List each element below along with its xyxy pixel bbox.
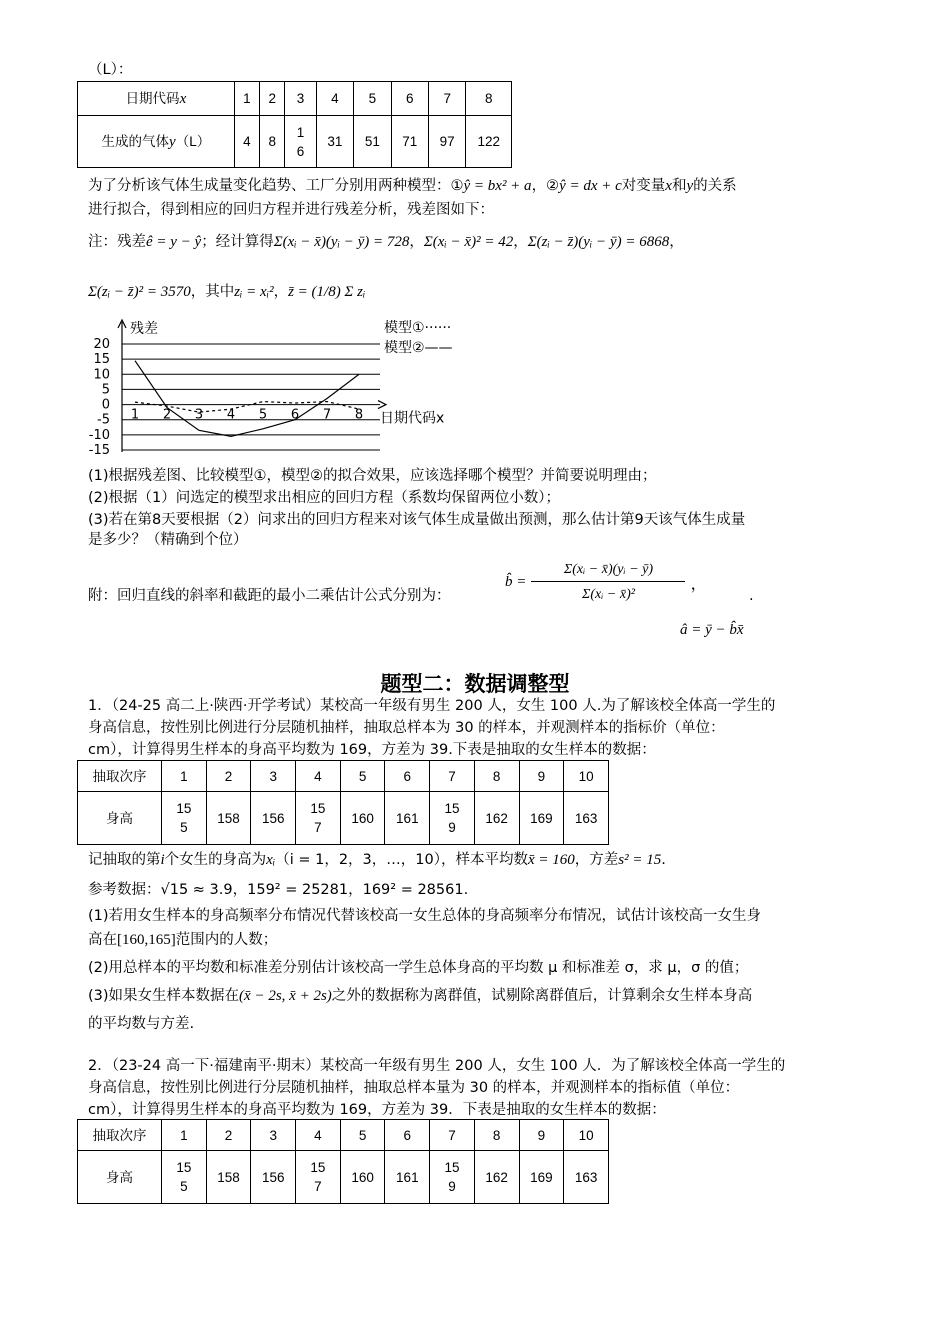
y-tick-label: 5 [101, 382, 110, 398]
table-cell: 7 [430, 761, 475, 792]
table-header-order: 抽取次序 [78, 1120, 162, 1151]
sum-zy: Σ(zᵢ − z̄)(yᵢ − ȳ) = 6868 [527, 234, 670, 250]
legend-entry: 模型①······ [384, 320, 452, 336]
table-header-gas: 生成的气体y（L） [78, 116, 235, 168]
header-fragment: （L）： [88, 62, 133, 78]
table-cell: 9 [519, 1120, 564, 1151]
table-problem2-heights [77, 1119, 609, 1204]
table-cell: 156 [251, 1151, 296, 1204]
table-header-height: 身高 [78, 1151, 162, 1204]
sum-xx: Σ(xᵢ − x̄)² = 42 [423, 234, 514, 250]
problem1-reference: 参考数据：√15 ≈ 3.9，159² = 25281，169² = 28561. [88, 882, 469, 898]
a-hat-formula: â = ȳ − b̂x̄ [680, 622, 744, 638]
table-cell: 3 [251, 761, 296, 792]
sum-xy: Σ(xᵢ − x̄)(yᵢ − ȳ) = 728 [273, 234, 410, 250]
series-model2-line [135, 361, 359, 437]
x-tick-label: 6 [290, 407, 300, 423]
note-line1: 注：残差ê = y − ŷ；经计算得Σ(xᵢ − x̄)(yᵢ − ȳ) = 728，Σ(xᵢ − x̄)² = 42，Σ(zᵢ − z̄)(yᵢ − ȳ) = 6868， [88, 234, 684, 250]
problem2-line3: cm），计算得男生样本的身高平均数为 169，方差为 39．下表是抽取的女生样本的数据： [88, 1102, 666, 1118]
problem1-question3: (3)如果女生样本数据在(x̄ − 2s, x̄ + 2s)之外的数据称为离群值，试剔除离群值后，计算剩余女生样本身高 [88, 988, 753, 1004]
table-cell: 1 [162, 761, 207, 792]
z-mean: z̄ = (1/8) Σ zᵢ [288, 284, 366, 300]
problem1-question1: (1)若用女生样本的身高频率分布情况代替该校高一女生总体的身高频率分布情况，试估计该校高一女生身 [88, 908, 762, 924]
y-tick-label: -15 [88, 443, 110, 458]
problem1-question1-cont: 高在[160,165]范围内的人数； [88, 932, 278, 948]
problem1-question3-cont: 的平均数与方差. [88, 1016, 195, 1032]
x-tick-label: 2 [162, 407, 172, 423]
table-problem1-heights [77, 760, 609, 845]
table-cell: 7 [430, 1120, 475, 1151]
table-cell: 8 [260, 116, 285, 168]
table-cell: 6 [385, 761, 430, 792]
b-hat-denominator: Σ(xᵢ − x̄)² [582, 587, 635, 602]
z-definition: zᵢ = xᵢ² [234, 284, 274, 300]
table-cell: 15 5 [162, 1151, 207, 1204]
table-cell: 3 [285, 82, 316, 116]
x-tick-label: 5 [258, 407, 268, 423]
y-tick-label: 10 [93, 367, 110, 383]
x-axis-label: 日期代码x [380, 410, 445, 427]
table-cell: 161 [385, 792, 430, 845]
table-cell: 158 [206, 1151, 251, 1204]
table-cell: 1 6 [285, 116, 316, 168]
table-cell: 2 [206, 761, 251, 792]
residual-chart [80, 316, 500, 461]
table-cell: 156 [251, 792, 296, 845]
table-cell: 1 [162, 1120, 207, 1151]
question-2: (2)根据（1）问选定的模型求出相应的回归方程（系数均保留两位小数）； [88, 490, 561, 506]
paragraph-models: 为了分析该气体生成量变化趋势、工厂分别用两种模型：①ŷ = bx² + a，②ŷ = dx + c对变量x和y的关系 [88, 178, 737, 194]
table-cell: 8 [474, 1120, 519, 1151]
table-cell: 1 [234, 82, 259, 116]
table-cell: 122 [466, 116, 512, 168]
problem1-stats: 记抽取的第i个女生的身高为xᵢ（i = 1，2，3，…，10），样本平均数x̄ = 160，方差s² = 15. [88, 852, 666, 868]
table-header-order: 抽取次序 [78, 761, 162, 792]
appendix-text: 附：回归直线的斜率和截距的最小二乘估计公式分别为： [88, 588, 451, 604]
problem1-line3: cm），计算得男生样本的身高平均数为 169，方差为 39.下表是抽取的女生样本的数据： [88, 742, 656, 758]
table-cell: 97 [428, 116, 465, 168]
period: . [749, 588, 754, 604]
problem1-line2: 身高信息，按性别比例进行分层随机抽样，抽取总样本为 30 的样本，并观测样本的指标价（单位： [88, 720, 725, 736]
table-cell: 8 [474, 761, 519, 792]
table-cell: 4 [296, 1120, 341, 1151]
problem2-line1: 2．（23-24 高一下·福建南平·期末）某校高一年级有男生 200 人，女生 100 人．为了解该校全体高一学生的 [88, 1058, 786, 1074]
y-tick-label: -10 [88, 427, 110, 443]
sum-zz: Σ(zᵢ − z̄)² = 3570 [88, 284, 191, 300]
question-3-cont: 是多少？（精确到个位） [88, 532, 248, 548]
table-cell: 31 [316, 116, 353, 168]
residual-formula: ê = y − ŷ [146, 234, 202, 250]
table-cell: 163 [564, 1151, 609, 1204]
problem1-question2: (2)用总样本的平均数和标准差分别估计该校高一学生总体身高的平均数 μ 和标准差 σ，求 μ，σ 的值； [88, 960, 749, 976]
table-cell: 3 [251, 1120, 296, 1151]
table-cell: 15 9 [430, 1151, 475, 1204]
table-cell: 8 [466, 82, 512, 116]
table-cell: 162 [474, 792, 519, 845]
table-cell: 5 [340, 1120, 385, 1151]
table-cell: 7 [428, 82, 465, 116]
legend-entry: 模型②—— [384, 340, 453, 356]
paragraph-models-line2: 进行拟合，得到相应的回归方程并进行残差分析，残差图如下： [88, 202, 494, 218]
problem1-line1: 1．（24-25 高二上·陕西·开学考试）某校高一年级有男生 200 人，女生 100 人.为了解该校全体高一学生的 [88, 698, 776, 714]
table-header-day: 日期代码x [78, 82, 235, 116]
b-hat-formula: b̂ = $\frac{\text{Σ(xᵢ − x̄)(yᵢ − ȳ)}}{\text{Σ(xᵢ − x̄)²}}$ ， [505, 562, 707, 602]
y-tick-label: 15 [93, 352, 110, 368]
b-hat-numerator: Σ(xᵢ − x̄)(yᵢ − ȳ) [531, 562, 685, 582]
y-tick-label: -5 [97, 412, 110, 428]
y-tick-label: 0 [101, 397, 110, 413]
table-cell: 4 [296, 761, 341, 792]
table-cell: 169 [519, 1151, 564, 1204]
table-cell: 51 [354, 116, 391, 168]
x-tick-label: 4 [226, 407, 236, 423]
table-cell: 160 [340, 792, 385, 845]
table-header-height: 身高 [78, 792, 162, 845]
y-tick-label: 20 [93, 337, 110, 352]
x-tick-label: 3 [194, 407, 204, 423]
table-cell: 162 [474, 1151, 519, 1204]
table-cell: 15 7 [296, 792, 341, 845]
y-axis-label: 残差 [130, 321, 158, 337]
question-3: (3)若在第8天要根据（2）问求出的回归方程来对该气体生成量做出预测，那么估计第9天该气体生成量 [88, 512, 746, 528]
table-cell: 2 [206, 1120, 251, 1151]
table-cell: 6 [391, 82, 428, 116]
table-cell: 5 [354, 82, 391, 116]
x-tick-label: 7 [322, 407, 332, 423]
table-cell: 161 [385, 1151, 430, 1204]
problem2-line2: 身高信息，按性别比例进行分层随机抽样，抽取总样本量为 30 的样本，并观测样本的指标值（单位： [88, 1080, 740, 1096]
x-tick-label: 8 [354, 407, 364, 423]
table-cell: 169 [519, 792, 564, 845]
table-cell: 163 [564, 792, 609, 845]
table-cell: 9 [519, 761, 564, 792]
table-cell: 5 [340, 761, 385, 792]
table-cell: 71 [391, 116, 428, 168]
table-cell: 4 [316, 82, 353, 116]
table-cell: 158 [206, 792, 251, 845]
note-line2: Σ(zᵢ − z̄)² = 3570，其中zᵢ = xᵢ²，z̄ = (1/8) Σ zᵢ [88, 284, 366, 300]
table-cell: 160 [340, 1151, 385, 1204]
table-cell: 10 [564, 1120, 609, 1151]
table-cell: 15 9 [430, 792, 475, 845]
table-gas-data [77, 81, 512, 168]
table-cell: 2 [260, 82, 285, 116]
table-cell: 6 [385, 1120, 430, 1151]
section-title: 题型二：数据调整型 [380, 672, 570, 696]
x-tick-label: 1 [130, 407, 140, 423]
table-cell: 4 [234, 116, 259, 168]
table-cell: 15 7 [296, 1151, 341, 1204]
table-cell: 10 [564, 761, 609, 792]
table-cell: 15 5 [162, 792, 207, 845]
question-1: (1)根据残差图、比较模型①，模型②的拟合效果，应该选择哪个模型？并简要说明理由； [88, 468, 657, 484]
